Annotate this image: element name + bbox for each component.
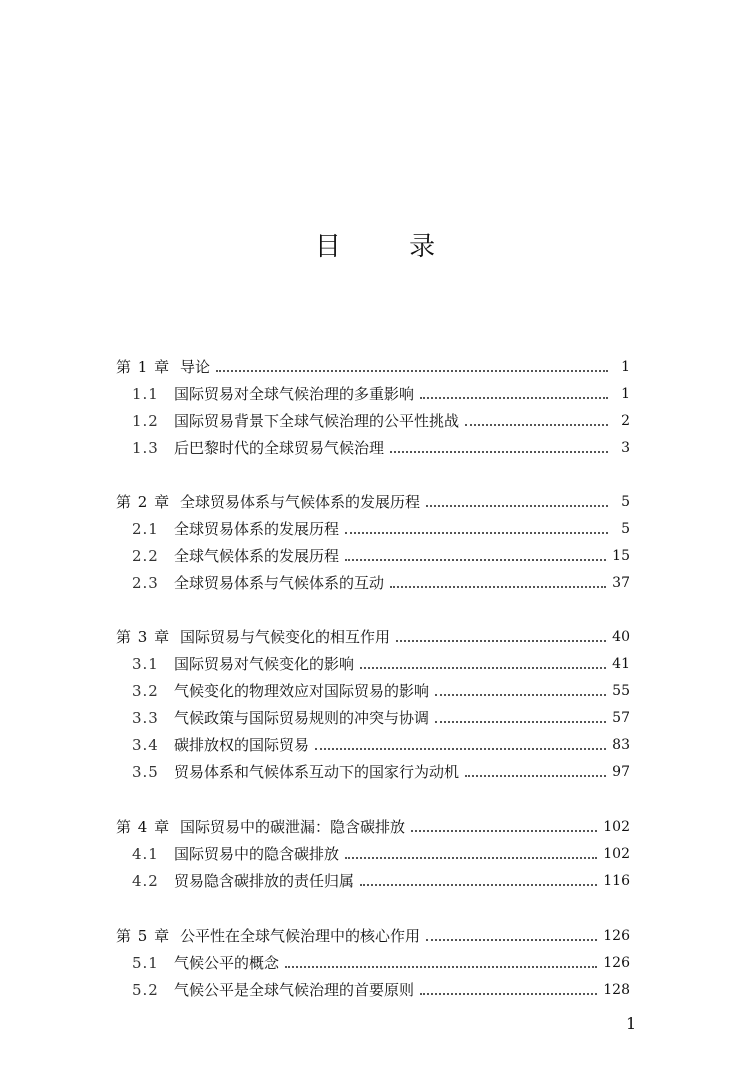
page-number: 41 [612,655,630,672]
chapter-number: 第 3 章 [116,628,171,646]
dot-leader [420,397,608,399]
section-title: 国际贸易背景下全球气候治理的公平性挑战 [174,412,460,430]
page-number: 5 [621,493,630,510]
page-number: 5 [621,520,630,537]
toc-chapter-2[interactable] [116,488,630,515]
dot-leader [426,505,608,507]
page-number: 15 [612,547,630,564]
dot-leader [390,451,608,453]
page-number: 3 [621,439,630,456]
toc-section-4-2[interactable] [132,867,630,894]
toc-chapter-4[interactable] [116,813,630,840]
section-number: 1.3 [132,438,159,457]
dot-leader [345,532,608,534]
page-number: 2 [621,412,630,429]
toc-chapter-1[interactable] [116,353,630,380]
dot-leader [360,667,606,669]
toc-section-5-1[interactable] [132,949,630,976]
section-title: 国际贸易中的隐含碳排放 [174,845,340,863]
section-number: 1.1 [132,384,159,403]
chapter-number: 第 1 章 [116,358,171,376]
dot-leader [285,966,597,968]
toc-section-3-3[interactable] [132,704,630,731]
chapter-number: 第 5 章 [116,927,171,945]
page-number: 126 [603,927,630,944]
section-title: 全球贸易体系的发展历程 [174,520,340,538]
chapter-title: 全球贸易体系与气候体系的发展历程 [180,493,421,511]
toc-section-4-1[interactable] [132,840,630,867]
chapter-number: 第 4 章 [116,818,171,836]
toc-section-3-4[interactable] [132,731,630,758]
page-title: 目 录 [314,232,466,262]
section-number: 2.1 [132,519,159,538]
page-number: 37 [612,574,630,591]
dot-leader [390,586,606,588]
dot-leader [411,830,597,832]
section-number: 4.1 [132,844,159,863]
chapter-title: 国际贸易中的碳泄漏：隐含碳排放 [180,818,406,836]
dot-leader [465,424,608,426]
page-number: 40 [612,628,630,645]
dot-leader [315,748,606,750]
dot-leader [465,775,606,777]
section-number: 2.2 [132,546,159,565]
section-number: 5.1 [132,953,159,972]
page-number: 97 [612,763,630,780]
section-number: 3.4 [132,735,159,754]
toc-section-1-2[interactable] [132,407,630,434]
dot-leader [360,884,597,886]
folio-page-number: 1 [626,1014,637,1033]
dot-leader [435,721,606,723]
section-number: 5.2 [132,980,159,999]
section-title: 贸易隐含碳排放的责任归属 [174,872,355,890]
section-title: 国际贸易对全球气候治理的多重影响 [174,385,415,403]
chapter-number: 第 2 章 [116,493,171,511]
section-title: 国际贸易对气候变化的影响 [174,655,355,673]
section-title: 全球气候体系的发展历程 [174,547,340,565]
toc-chapter-3[interactable] [116,623,630,650]
toc-section-1-1[interactable] [132,380,630,407]
page-number: 1 [621,385,630,402]
toc-section-3-5[interactable] [132,758,630,785]
chapter-title: 导论 [180,358,211,376]
page-number: 1 [621,358,630,375]
dot-leader [426,939,597,941]
chapter-title: 国际贸易与气候变化的相互作用 [180,628,391,646]
toc-chapter-5[interactable] [116,922,630,949]
section-number: 2.3 [132,573,159,592]
dot-leader [420,993,597,995]
section-number: 1.2 [132,411,159,430]
page-number: 126 [603,954,630,971]
section-number: 3.5 [132,762,159,781]
dot-leader [435,694,606,696]
section-title: 气候政策与国际贸易规则的冲突与协调 [174,709,430,727]
section-title: 全球贸易体系与气候体系的互动 [174,574,385,592]
page-number: 57 [612,709,630,726]
toc-section-3-2[interactable] [132,677,630,704]
toc-section-2-2[interactable] [132,542,630,569]
section-number: 3.2 [132,681,159,700]
page-number: 102 [603,845,630,862]
section-title: 气候变化的物理效应对国际贸易的影响 [174,682,430,700]
toc-section-2-1[interactable] [132,515,630,542]
section-number: 3.1 [132,654,159,673]
toc-section-3-1[interactable] [132,650,630,677]
chapter-title: 公平性在全球气候治理中的核心作用 [180,927,421,945]
section-title: 后巴黎时代的全球贸易气候治理 [174,439,385,457]
dot-leader [216,370,608,372]
dot-leader [345,857,597,859]
toc-section-5-2[interactable] [132,976,630,1003]
page-number: 83 [612,736,630,753]
section-number: 4.2 [132,871,159,890]
dot-leader [396,640,606,642]
toc-section-2-3[interactable] [132,569,630,596]
page-number: 55 [612,682,630,699]
page-number: 116 [603,872,630,889]
page-number: 102 [603,818,630,835]
section-title: 气候公平的概念 [174,954,280,972]
toc-section-1-3[interactable] [132,434,630,461]
page-number: 128 [603,981,630,998]
section-title: 贸易体系和气候体系互动下的国家行为动机 [174,763,460,781]
section-number: 3.3 [132,708,159,727]
section-title: 气候公平是全球气候治理的首要原则 [174,981,415,999]
section-title: 碳排放权的国际贸易 [174,736,310,754]
dot-leader [345,559,606,561]
